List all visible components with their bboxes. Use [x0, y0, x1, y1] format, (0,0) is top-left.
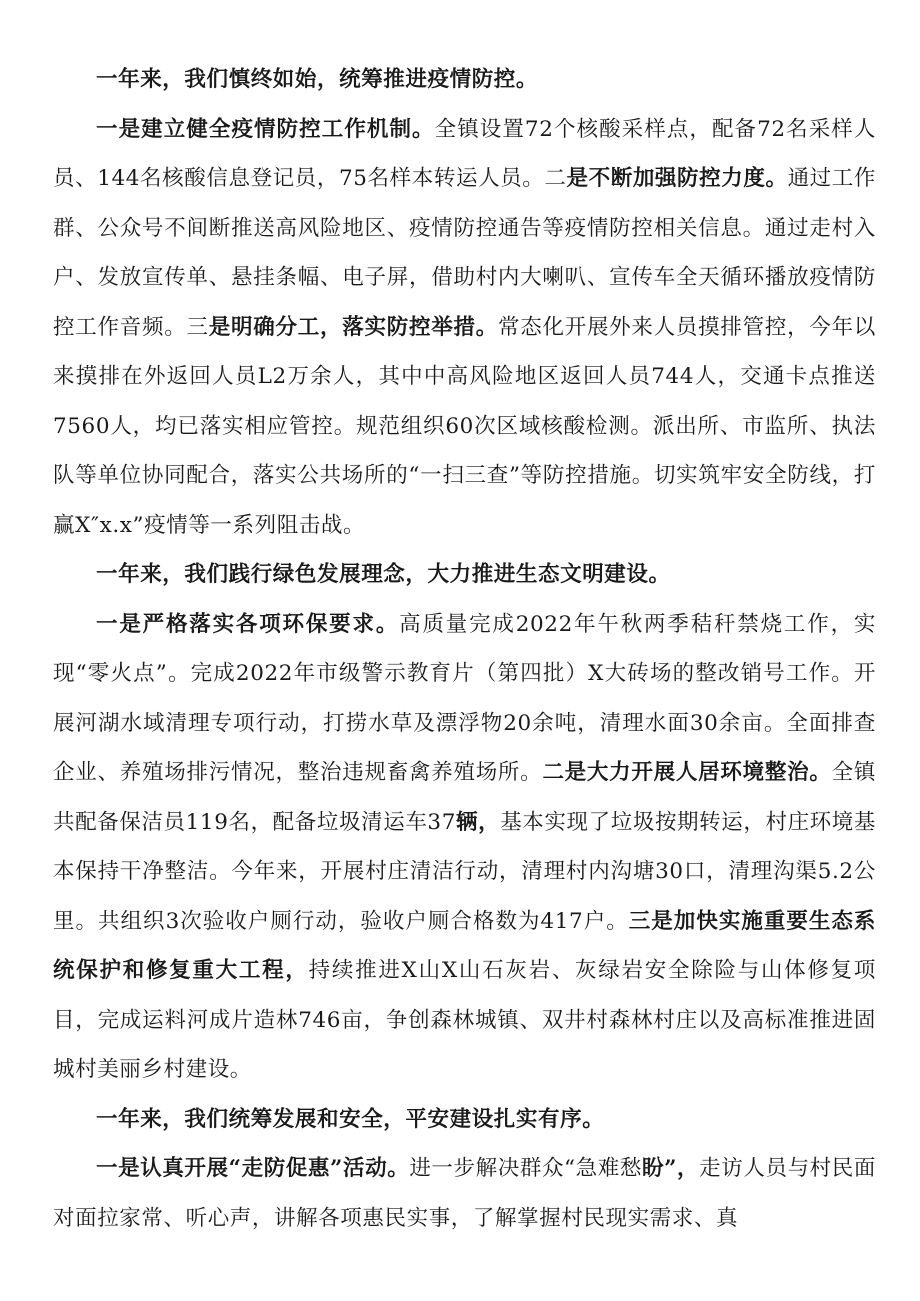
point-one-title: 一是严格落实各项环保要求。: [96, 611, 400, 637]
section-heading-safety: 一年来，我们统筹发展和安全，平安建设扎实有序。: [96, 1106, 605, 1132]
point-one-title: 一是认真开展“走防促惠”活动。: [96, 1156, 410, 1181]
paragraph-epidemic: [53, 105, 876, 551]
paragraph-safety: [53, 1144, 876, 1243]
section-heading-epidemic: 一年来，我们慎终如始，统筹推进疫情防控。: [96, 67, 539, 92]
point-one-text: 高质量完成2022年午秋两季秸秆禁烧工作，实现“零火点”。完成2022年市级警示教育片（第四批）X大砖场的整改销号工作。开展河湖水域清理专项行动，打捞水草及漂浮物20余吨，清理水面30余亩。全面排查企业、养殖场排污情况，整治违规畜禽养殖场所。: [53, 611, 876, 785]
point-three-title: 是明确分工，落实防控举措。: [208, 314, 498, 340]
document-page: [53, 55, 876, 1243]
point-two-text: 全镇共配备保洁员119名，配备垃圾清运车37: [53, 760, 877, 835]
point-two-text: 通过工作群、公众号不间断推送高风险地区、疫情防控通告等疫情防控相关信息。通过走村入户、发放宣传单、悬挂条幅、电子屏，借助村内大喇叭、宣传车全天循环播放疫情防控工作音频。三: [53, 166, 876, 340]
point-two-title: 二是大力开展人居环境整治。: [542, 760, 832, 785]
section-heading-ecology: 一年来，我们践行绿色发展理念，大力推进生态文明建设。: [96, 562, 671, 587]
point-one-title: 一是建立健全疫情防控工作机制。: [96, 116, 435, 142]
point-two-text-tail: 基本实现了垃圾按期转运，村庄环境基本保持干净整洁。今年来，开展村庄清洁行动，清理村内沟塘30口，清理沟渠5.2公里。共组织3次验收户厕行动，验收户厕合格数为417户。: [53, 809, 876, 934]
point-two-title: 是不断加强防控力度。: [566, 166, 788, 191]
point-two-bold-tail: 辆，: [455, 809, 501, 835]
point-one-text: 全镇设置72个核酸采样点，配备72名采样人员、144名核酸信息登记员，75名样本转运人员。二: [53, 116, 876, 191]
point-one-text-tail: 走访人员与村民面对面拉家常、听心声，讲解各项惠民实事，了解掌握村民现实需求、真: [53, 1156, 876, 1231]
point-one-text: 进一步解决群众“急难愁: [409, 1156, 642, 1181]
point-three-text: 常态化开展外来人员摸排管控，今年以来摸排在外返回人员L2万余人，其中中高风险地区返回人员744人，交通卡点推送7560人，均已落实相应管控。规范组织60次区域核酸检测。派出所、市监所、执法队等单位协同配合，落实公共场所的“一扫三查”等防控措施。切实筑牢安全防线，打赢X″x.x”疫情等一系列阻击战。: [53, 314, 877, 538]
point-one-bold-tail: 盼”，: [641, 1156, 700, 1181]
paragraph-ecology: [53, 600, 876, 1095]
point-three-text: 持续推进X山X山石灰岩、灰绿岩安全除险与山体修复项目，完成运料河成片造林746亩，争创森林城镇、双井村森林村庄以及高标准推进固城村美丽乡村建设。: [53, 958, 876, 1082]
point-three-title: 三是加快实施重要生态系统保护和修复重大工程，: [53, 908, 877, 983]
